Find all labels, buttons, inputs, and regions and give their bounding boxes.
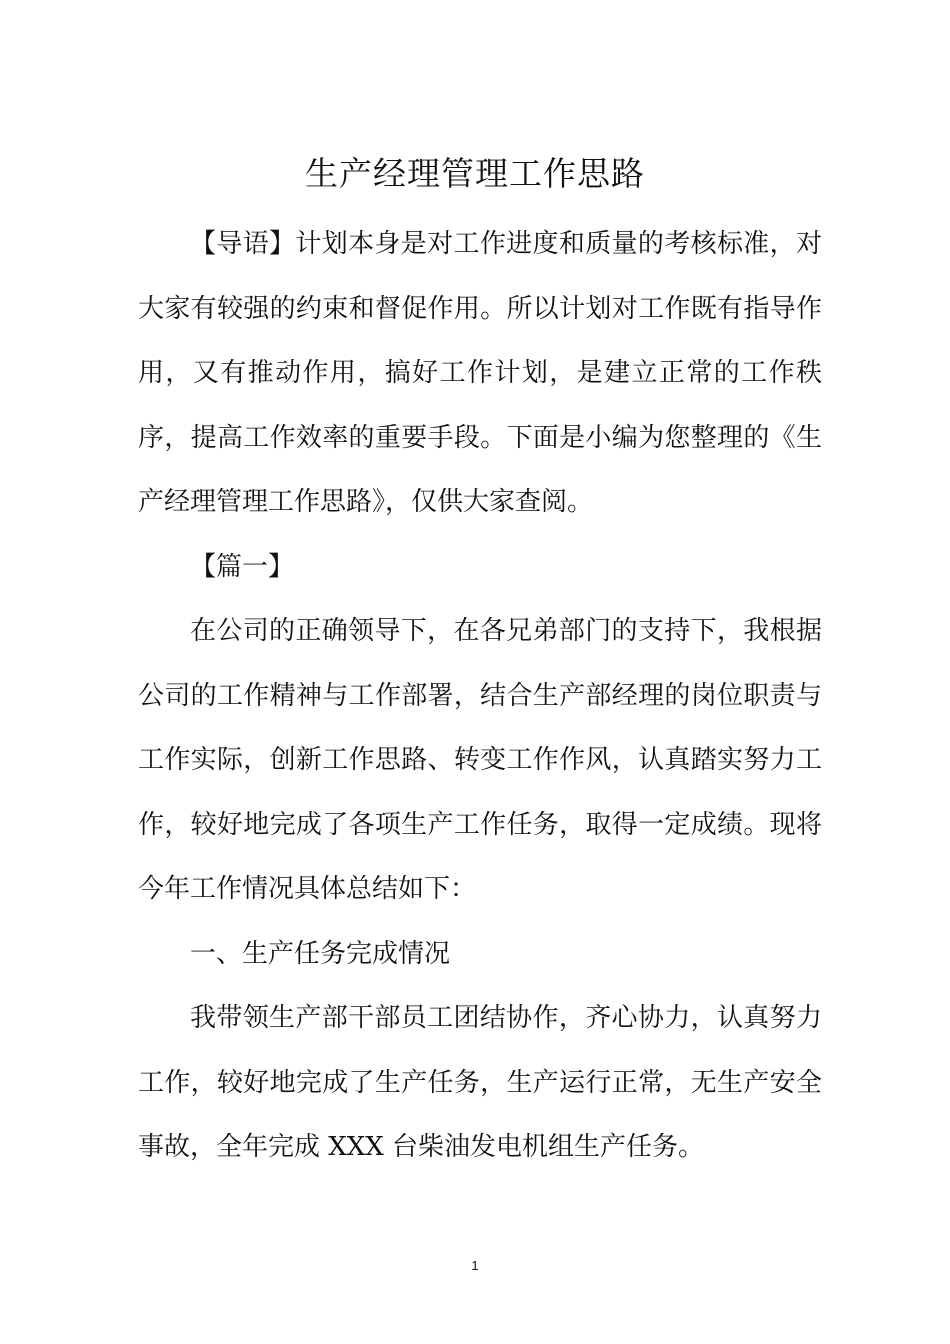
document-title: 生产经理管理工作思路 [305, 154, 645, 193]
intro-paragraph: 【导语】计划本身是对工作进度和质量的考核标准，对大家有较强的约束和督促作用。所以计划对工作既有指导作用，又有推动作用，搞好工作计划，是建立正常的工作秩序，提高工作效率的重要手段。下面是小编为您整理的《生产经理管理工作思路》，仅供大家查阅。 [138, 229, 822, 517]
page-number: 1 [471, 1258, 479, 1273]
production-paragraph: 我带领生产部干部员工团结协作，齐心协力，认真努力工作，较好地完成了生产任务，生产运行正常，无生产安全事故，全年完成 XXX 台柴油发电机组生产任务。 [138, 1003, 822, 1162]
section-heading-production: 一、生产任务完成情况 [190, 938, 451, 969]
document-body [138, 212, 822, 1180]
section-heading-part-one: 【篇一】 [190, 551, 295, 582]
summary-paragraph: 在公司的正确领导下，在各兄弟部门的支持下，我根据公司的工作精神与工作部署，结合生产部经理的岗位职责与工作实际，创新工作思路、转变工作作风，认真踏实努力工作，较好地完成了各项生产工作任务，取得一定成绩。现将今年工作情况具体总结如下： [138, 616, 822, 904]
